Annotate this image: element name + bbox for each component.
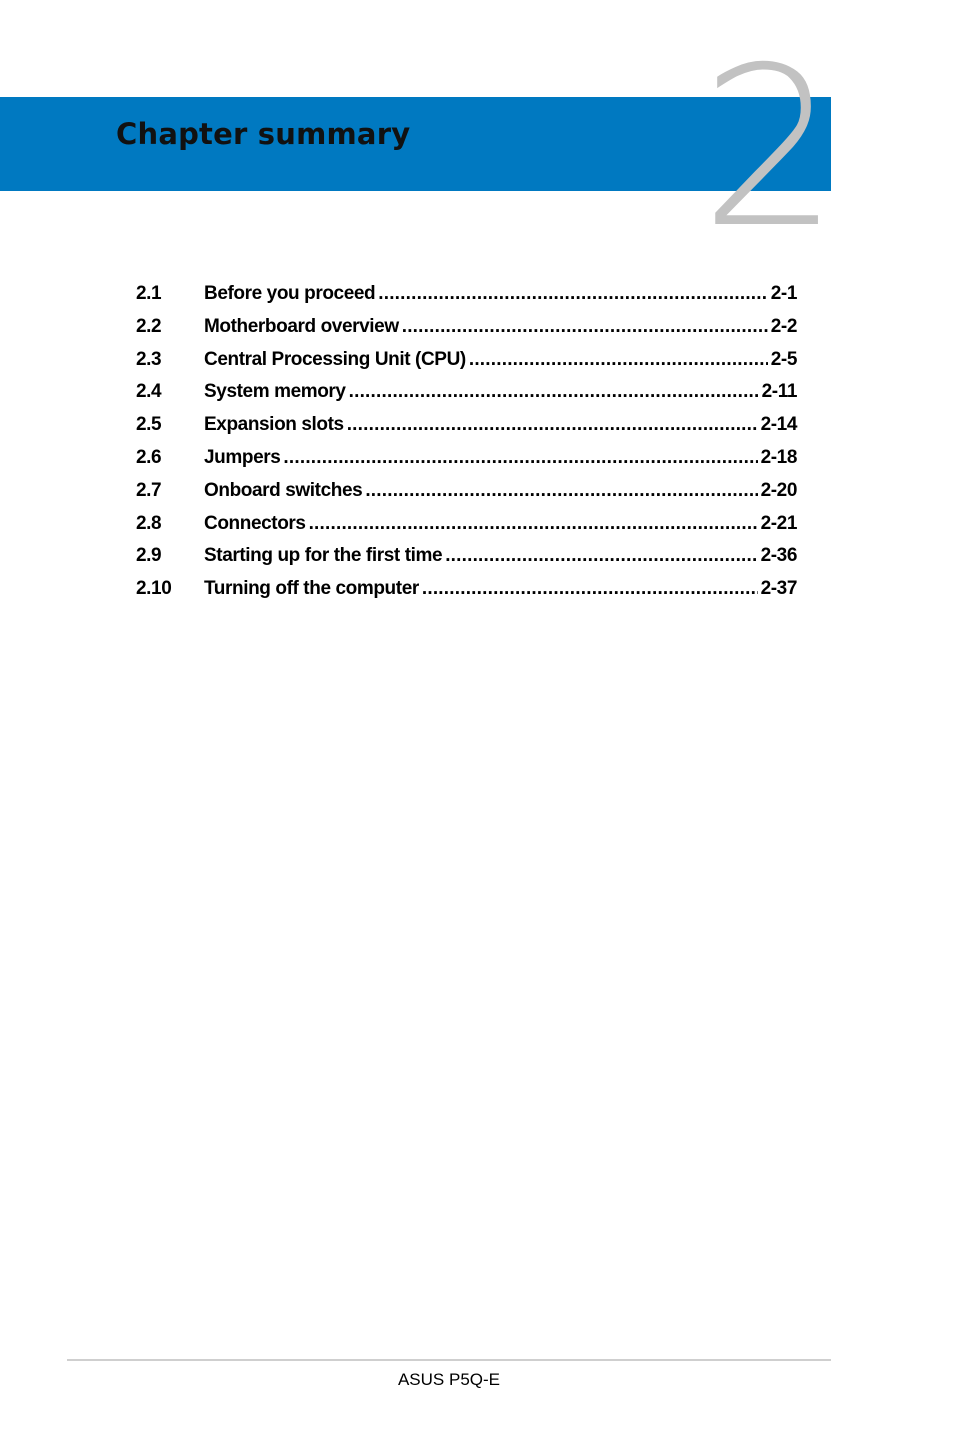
chapter-number: 2 <box>700 20 840 276</box>
toc-entry[interactable] <box>136 344 797 377</box>
toc-entry-number: 2.2 <box>136 315 162 337</box>
toc-entry-page: 2-5 <box>770 348 797 370</box>
footer-product-name: ASUS P5Q-E <box>397 1370 501 1389</box>
toc-entry-title: Expansion slots <box>204 414 344 436</box>
toc-entry-page: 2-2 <box>770 315 797 337</box>
toc-entry-number: 2.5 <box>136 414 162 436</box>
toc-dot-leader <box>347 409 758 442</box>
toc-entry-title: Motherboard overview <box>204 315 399 337</box>
toc-entry-number: 2.3 <box>136 348 162 370</box>
toc-entry[interactable] <box>136 376 797 409</box>
toc-entry-number: 2.9 <box>136 545 162 567</box>
toc-entry-number: 2.10 <box>136 578 172 600</box>
toc-entry[interactable] <box>136 409 797 442</box>
toc-entry-title: Jumpers <box>204 446 281 468</box>
toc-dot-leader <box>469 344 768 377</box>
toc-dot-leader <box>349 376 759 409</box>
toc-dot-leader <box>309 508 758 541</box>
toc-entry-page: 2-14 <box>760 414 797 436</box>
toc-dot-leader <box>402 311 768 344</box>
toc-entry-page: 2-36 <box>760 545 797 567</box>
toc-entry[interactable] <box>136 508 797 541</box>
toc-entry-title: Onboard switches <box>204 479 363 501</box>
toc-dot-leader <box>422 573 758 606</box>
toc-entry-page: 2-1 <box>770 283 797 304</box>
toc-entry[interactable] <box>136 540 797 573</box>
toc-entry-title: Turning off the computer <box>204 578 419 600</box>
toc-dot-leader <box>365 475 757 508</box>
toc-dot-leader <box>283 442 757 475</box>
toc-entry-page: 2-20 <box>760 479 797 501</box>
toc-entry[interactable] <box>136 573 797 606</box>
toc-entry-number: 2.1 <box>136 283 162 304</box>
toc-entry-title: Before you proceed <box>204 283 376 304</box>
toc-entry[interactable] <box>136 475 797 508</box>
toc-dot-leader <box>445 540 757 573</box>
chapter-title: Chapter summary <box>116 117 411 151</box>
toc-entry-title: Connectors <box>204 512 306 534</box>
toc-entry-page: 2-37 <box>760 578 797 600</box>
footer-divider <box>67 1359 831 1361</box>
toc-entry[interactable] <box>136 278 797 311</box>
toc-dot-leader <box>378 278 768 311</box>
toc-entry-title: Starting up for the first time <box>204 545 443 567</box>
toc-entry-page: 2-11 <box>761 381 797 403</box>
toc-entry-number: 2.7 <box>136 479 162 501</box>
table-of-contents <box>136 278 797 606</box>
toc-entry-number: 2.8 <box>136 512 162 534</box>
toc-entry-page: 2-18 <box>760 446 797 468</box>
toc-entry[interactable] <box>136 311 797 344</box>
toc-entry-number: 2.6 <box>136 446 162 468</box>
toc-entry-number: 2.4 <box>136 381 162 403</box>
toc-entry-title: System memory <box>204 381 346 403</box>
toc-entry[interactable] <box>136 442 797 475</box>
toc-entry-page: 2-21 <box>760 512 797 534</box>
toc-entry-title: Central Processing Unit (CPU) <box>204 348 466 370</box>
